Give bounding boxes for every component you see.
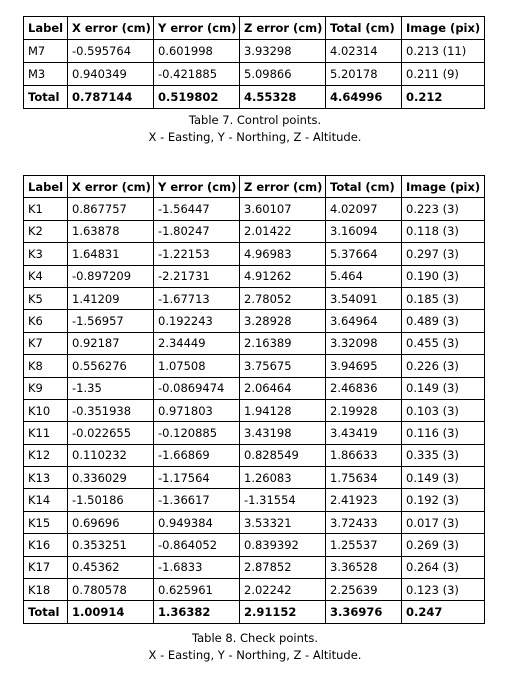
cell-image: 0.017 (3): [402, 511, 485, 533]
cell-y-error: -1.22153: [154, 243, 240, 265]
table-header-row: [24, 176, 485, 198]
cell-label: K17: [24, 556, 68, 578]
cell-x-error: 0.867757: [68, 198, 154, 220]
cell-total: 3.54091: [326, 287, 402, 309]
cell-y-error: 0.601998: [154, 40, 240, 63]
cell-z-error: 1.94128: [240, 399, 326, 421]
cell-z-error: 3.53321: [240, 511, 326, 533]
cell-total: 5.464: [326, 265, 402, 287]
cell-y-error: -1.56447: [154, 198, 240, 220]
cell-y-error: -0.864052: [154, 534, 240, 556]
cell-x-error: 0.353251: [68, 534, 154, 556]
cell-image: 0.226 (3): [402, 355, 485, 377]
cell-z-error: 0.839392: [240, 534, 326, 556]
cell-label: K13: [24, 467, 68, 489]
cell-z-error: 3.28928: [240, 310, 326, 332]
table-row: [24, 422, 485, 444]
cell-label: K4: [24, 265, 68, 287]
cell-y-error: -1.6833: [154, 556, 240, 578]
cell-z-error: 3.43198: [240, 422, 326, 444]
total-row: [24, 86, 485, 109]
table-body: [24, 40, 485, 109]
header-y-error: Y error (cm): [154, 17, 240, 40]
cell-total: 4.02097: [326, 198, 402, 220]
cell-label: K9: [24, 377, 68, 399]
cell-label: K3: [24, 243, 68, 265]
cell-image: 0.103 (3): [402, 399, 485, 421]
table-header-row: [24, 17, 485, 40]
cell-total: 2.46836: [326, 377, 402, 399]
cell-image: 0.489 (3): [402, 310, 485, 332]
check-points-table: [23, 175, 485, 624]
cell-image: 0.149 (3): [402, 467, 485, 489]
total-x-error: 0.787144: [68, 86, 154, 109]
cell-z-error: 2.06464: [240, 377, 326, 399]
table-row: [24, 265, 485, 287]
header-z-error: Z error (cm): [240, 176, 326, 198]
cell-y-error: 1.07508: [154, 355, 240, 377]
table7-caption: [0, 112, 510, 146]
cell-label: K6: [24, 310, 68, 332]
cell-image: 0.269 (3): [402, 534, 485, 556]
cell-y-error: -1.66869: [154, 444, 240, 466]
table-row: [24, 399, 485, 421]
table-row: [24, 310, 485, 332]
cell-total: 3.72433: [326, 511, 402, 533]
cell-x-error: -0.022655: [68, 422, 154, 444]
cell-image: 0.190 (3): [402, 265, 485, 287]
cell-total: 3.36528: [326, 556, 402, 578]
cell-total: 1.86633: [326, 444, 402, 466]
cell-image: 0.264 (3): [402, 556, 485, 578]
cell-y-error: 0.625961: [154, 579, 240, 601]
cell-label: K2: [24, 220, 68, 242]
cell-x-error: -1.56957: [68, 310, 154, 332]
cell-label: K11: [24, 422, 68, 444]
table-row: [24, 534, 485, 556]
cell-total: 3.94695: [326, 355, 402, 377]
cell-x-error: -0.351938: [68, 399, 154, 421]
cell-x-error: 0.940349: [68, 63, 154, 86]
cell-z-error: 0.828549: [240, 444, 326, 466]
cell-y-error: 0.949384: [154, 511, 240, 533]
cell-y-error: 0.192243: [154, 310, 240, 332]
caption-legend: X - Easting, Y - Northing, Z - Altitude.: [148, 648, 362, 662]
header-label: Label: [24, 17, 68, 40]
cell-total: 5.37664: [326, 243, 402, 265]
cell-x-error: 1.64831: [68, 243, 154, 265]
cell-x-error: 0.780578: [68, 579, 154, 601]
cell-y-error: -2.21731: [154, 265, 240, 287]
cell-x-error: 0.110232: [68, 444, 154, 466]
header-label: Label: [24, 176, 68, 198]
table-row: [24, 467, 485, 489]
cell-image: 0.211 (9): [402, 63, 485, 86]
caption-legend: X - Easting, Y - Northing, Z - Altitude.: [148, 130, 362, 144]
cell-x-error: 0.336029: [68, 467, 154, 489]
header-total: Total (cm): [326, 176, 402, 198]
cell-x-error: 0.92187: [68, 332, 154, 354]
cell-label: K14: [24, 489, 68, 511]
cell-x-error: -0.897209: [68, 265, 154, 287]
cell-label: K7: [24, 332, 68, 354]
cell-image: 0.118 (3): [402, 220, 485, 242]
total-z-error: 2.91152: [240, 601, 326, 623]
cell-y-error: -1.80247: [154, 220, 240, 242]
cell-image: 0.297 (3): [402, 243, 485, 265]
table-body: [24, 198, 485, 623]
cell-x-error: 1.63878: [68, 220, 154, 242]
cell-z-error: 2.01422: [240, 220, 326, 242]
cell-image: 0.335 (3): [402, 444, 485, 466]
cell-image: 0.123 (3): [402, 579, 485, 601]
cell-z-error: 4.91262: [240, 265, 326, 287]
table-row: [24, 579, 485, 601]
cell-z-error: 2.02242: [240, 579, 326, 601]
cell-total: 2.19928: [326, 399, 402, 421]
cell-x-error: 1.41209: [68, 287, 154, 309]
cell-x-error: 0.556276: [68, 355, 154, 377]
table-row: [24, 243, 485, 265]
cell-label: K15: [24, 511, 68, 533]
cell-y-error: -1.67713: [154, 287, 240, 309]
caption-title: Table 7. Control points.: [188, 113, 322, 127]
total-label: Total: [24, 86, 68, 109]
cell-y-error: -1.36617: [154, 489, 240, 511]
cell-y-error: 0.971803: [154, 399, 240, 421]
cell-total: 3.32098: [326, 332, 402, 354]
cell-total: 2.25639: [326, 579, 402, 601]
total-y-error: 0.519802: [154, 86, 240, 109]
cell-label: M7: [24, 40, 68, 63]
cell-z-error: 2.87852: [240, 556, 326, 578]
cell-label: K8: [24, 355, 68, 377]
cell-x-error: -1.35: [68, 377, 154, 399]
table-row: [24, 63, 485, 86]
header-y-error: Y error (cm): [154, 176, 240, 198]
cell-label: K18: [24, 579, 68, 601]
cell-total: 3.16094: [326, 220, 402, 242]
cell-total: 1.25537: [326, 534, 402, 556]
header-x-error: X error (cm): [68, 176, 154, 198]
cell-z-error: 1.26083: [240, 467, 326, 489]
cell-z-error: -1.31554: [240, 489, 326, 511]
cell-total: 2.41923: [326, 489, 402, 511]
total-image: 0.247: [402, 601, 485, 623]
total-z-error: 4.55328: [240, 86, 326, 109]
cell-x-error: -1.50186: [68, 489, 154, 511]
header-total: Total (cm): [326, 17, 402, 40]
table-row: [24, 287, 485, 309]
cell-image: 0.116 (3): [402, 422, 485, 444]
cell-image: 0.223 (3): [402, 198, 485, 220]
table-row: [24, 556, 485, 578]
cell-z-error: 3.60107: [240, 198, 326, 220]
total-total: 4.64996: [326, 86, 402, 109]
cell-label: M3: [24, 63, 68, 86]
cell-label: K12: [24, 444, 68, 466]
table8-caption: [0, 630, 510, 664]
cell-y-error: -0.421885: [154, 63, 240, 86]
control-points-table: [23, 16, 485, 109]
cell-image: 0.192 (3): [402, 489, 485, 511]
header-image: Image (pix): [402, 176, 485, 198]
cell-label: K5: [24, 287, 68, 309]
cell-z-error: 3.75675: [240, 355, 326, 377]
cell-z-error: 2.16389: [240, 332, 326, 354]
total-total: 3.36976: [326, 601, 402, 623]
table-row: [24, 489, 485, 511]
table-row: [24, 220, 485, 242]
cell-total: 3.43419: [326, 422, 402, 444]
cell-z-error: 5.09866: [240, 63, 326, 86]
cell-total: 4.02314: [326, 40, 402, 63]
cell-z-error: 3.93298: [240, 40, 326, 63]
header-z-error: Z error (cm): [240, 17, 326, 40]
cell-label: K1: [24, 198, 68, 220]
cell-label: K10: [24, 399, 68, 421]
cell-y-error: -0.120885: [154, 422, 240, 444]
cell-x-error: 0.69696: [68, 511, 154, 533]
cell-x-error: -0.595764: [68, 40, 154, 63]
table-row: [24, 444, 485, 466]
cell-y-error: -1.17564: [154, 467, 240, 489]
cell-z-error: 2.78052: [240, 287, 326, 309]
table-row: [24, 511, 485, 533]
total-y-error: 1.36382: [154, 601, 240, 623]
table-row: [24, 40, 485, 63]
header-image: Image (pix): [402, 17, 485, 40]
cell-total: 5.20178: [326, 63, 402, 86]
table-row: [24, 355, 485, 377]
header-x-error: X error (cm): [68, 17, 154, 40]
cell-total: 3.64964: [326, 310, 402, 332]
cell-image: 0.185 (3): [402, 287, 485, 309]
cell-total: 1.75634: [326, 467, 402, 489]
total-image: 0.212: [402, 86, 485, 109]
cell-label: K16: [24, 534, 68, 556]
cell-x-error: 0.45362: [68, 556, 154, 578]
cell-y-error: -0.0869474: [154, 377, 240, 399]
cell-image: 0.455 (3): [402, 332, 485, 354]
cell-image: 0.213 (11): [402, 40, 485, 63]
total-label: Total: [24, 601, 68, 623]
caption-title: Table 8. Check points.: [191, 631, 319, 645]
cell-y-error: 2.34449: [154, 332, 240, 354]
total-row: [24, 601, 485, 623]
cell-z-error: 4.96983: [240, 243, 326, 265]
table-row: [24, 332, 485, 354]
cell-image: 0.149 (3): [402, 377, 485, 399]
table-row: [24, 198, 485, 220]
total-x-error: 1.00914: [68, 601, 154, 623]
table-row: [24, 377, 485, 399]
